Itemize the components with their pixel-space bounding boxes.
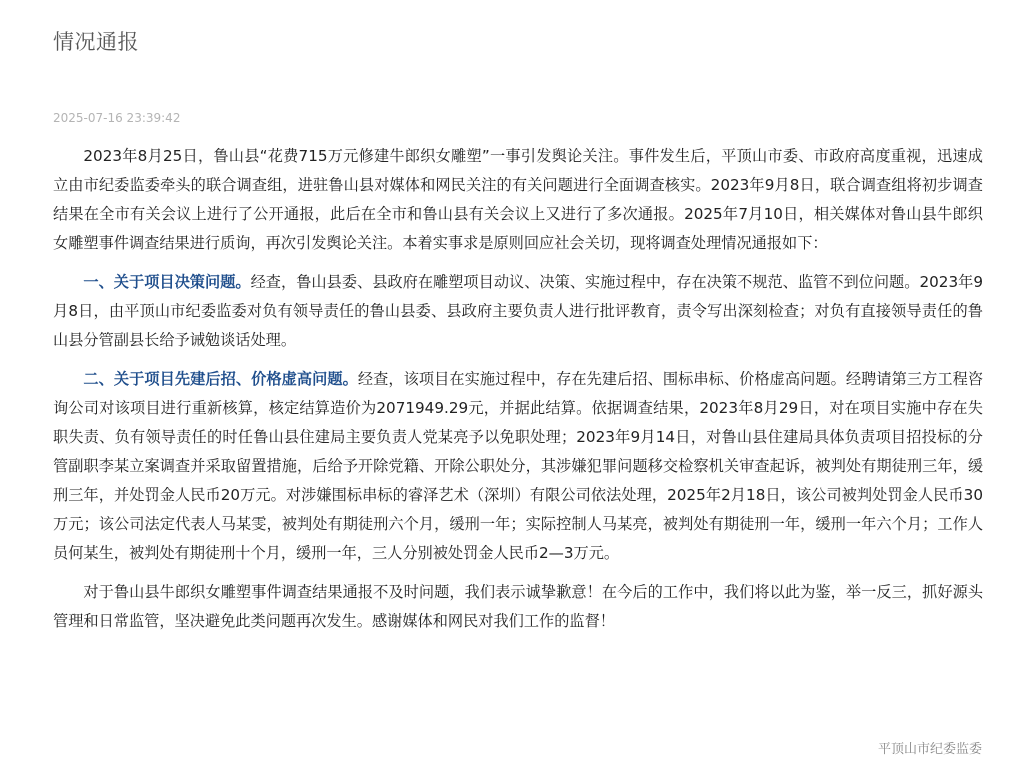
issuer-signature: 平顶山市纪委监委: [877, 742, 982, 757]
paragraph-text: 经查，鲁山县委、县政府在雕塑项目动议、决策、实施过程中，存在决策不规范、监管不到位问题。2023年9月8日，由平顶山市纪委监委对负有领导责任的鲁山县委、县政府主要负责人进行批评教育，责令写出深刻检查；对负有直接领导责任的鲁山县分管副县长给予诫勉谈话处理。: [53, 273, 983, 349]
paragraph-text: 经查，该项目在实施过程中，存在先建后招、围标串标、价格虚高问题。经聘请第三方工程咨询公司对该项目进行重新核算，核定结算造价为2071949.29元，并据此结算。依据调查结果，2023年8月29日，对在项目实施中存在失职失责、负有领导责任的时任鲁山县住建局主要负责人党某亮予以免职处理；2023年9月14日，对鲁山县住建局具体负责项目招投标的分管副职李某立案调查并采取留置措施，后给予开除党籍、开除公职处分，其涉嫌犯罪问题移交检察机关审查起诉，被判处有期徒刑三年，缓刑三年，并处罚金人民币20万元。对涉嫌围标串标的睿泽艺术（深圳）有限公司依法处理，2025年2月18日，该公司被判处罚金人民币30万元；该公司法定代表人马某雯，被判处有期徒刑六个月，缓刑一年；实际控制人马某亮，被判处有期徒刑一年，缓刑一年六个月；工作人员何某生，被判处有期徒刑十个月，缓刑一年，三人分别被处罚金人民币2—3万元。: [53, 370, 984, 562]
page-title: 情况通报: [53, 30, 139, 54]
paragraph-section-1: [53, 268, 983, 355]
paragraph-section-2: [53, 365, 983, 568]
paragraph-closing: [53, 578, 983, 636]
publish-date: 2025-07-16 23:39:42: [53, 111, 181, 125]
paragraph-text: 对于鲁山县牛郎织女雕塑事件调查结果通报不及时问题，我们表示诚挚歉意！在今后的工作中，我们将以此为鉴，举一反三，抓好源头管理和日常监管，坚决避免此类问题再次发生。感谢媒体和网民对我们工作的监督！: [53, 583, 983, 630]
section-heading: 一、关于项目决策问题。: [83, 273, 251, 291]
paragraph-intro: [53, 142, 983, 258]
article-body: [53, 142, 983, 646]
paragraph-text: 2023年8月25日，鲁山县“花费715万元修建牛郎织女雕塑”一事引发舆论关注。事件发生后，平顶山市委、市政府高度重视，迅速成立由市纪委监委牵头的联合调查组，进驻鲁山县对媒体和网民关注的有关问题进行全面调查核实。2023年9月8日，联合调查组将初步调查结果在全市有关会议上进行了公开通报，此后在全市和鲁山县有关会议上又进行了多次通报。2025年7月10日，相关媒体对鲁山县牛郎织女雕塑事件调查结果进行质询，再次引发舆论关注。本着实事求是原则回应社会关切，现将调查处理情况通报如下：: [53, 147, 983, 252]
section-heading: 二、关于项目先建后招、价格虚高问题。: [83, 370, 358, 388]
